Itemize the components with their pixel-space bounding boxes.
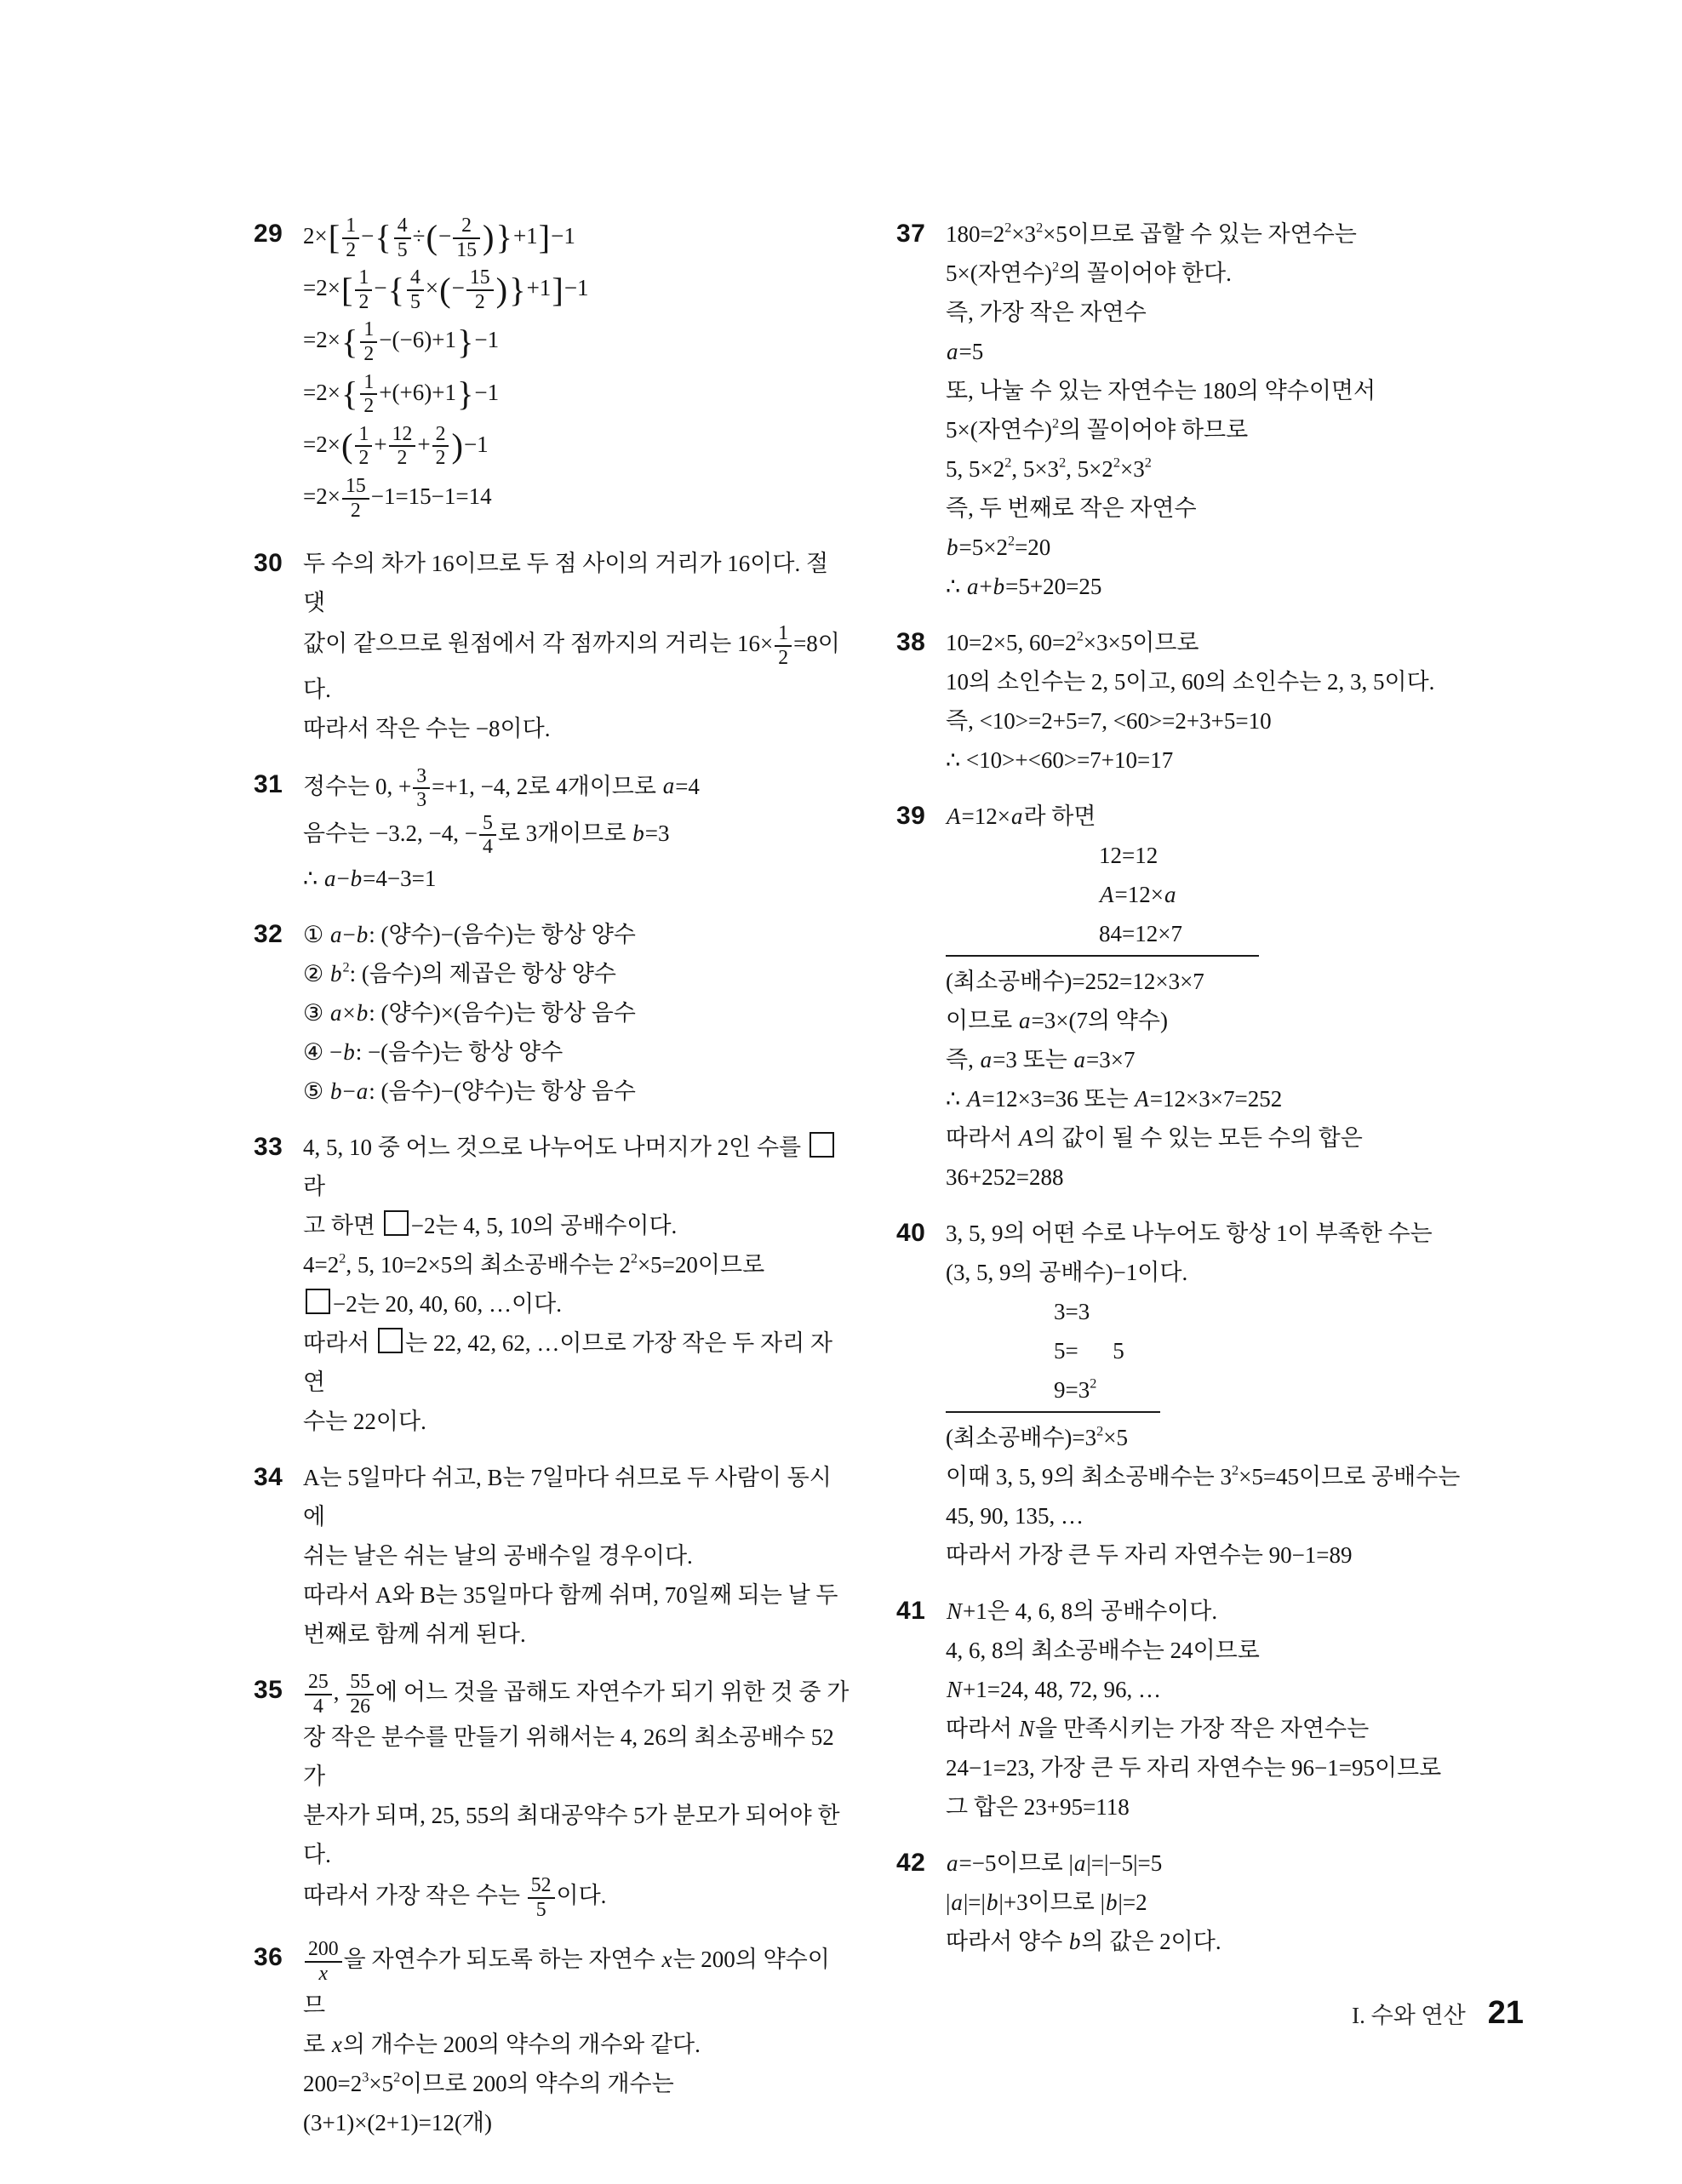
big-bracket: { — [375, 218, 392, 257]
solution-line: 따라서 가장 작은 수는 $\frac{52}{5}$ 이다. — [303, 1874, 607, 1921]
fraction: $\frac{3}{3}$ — [411, 765, 432, 812]
solution-line: ② $b^2$: (음수)의 제곱은 항상 양수 — [303, 959, 616, 986]
fraction: $\frac{1}{2}$ — [353, 423, 374, 470]
big-bracket: ( — [340, 426, 353, 466]
math-variable: a — [980, 1047, 993, 1072]
math-variable: b — [329, 1078, 342, 1104]
exponent: 2 — [339, 1250, 346, 1266]
exponent: 2 — [1096, 1423, 1104, 1439]
solution-line: 즉, <10>=2+5=7, <60>=2+3+5=10 — [946, 708, 1272, 734]
solution-line: 즉, 가장 작은 자연수 — [946, 300, 1147, 325]
problem-solution — [303, 1128, 850, 1441]
problem-solution — [303, 1671, 850, 1921]
problem-number: 36 — [254, 1943, 283, 1972]
exponent: 2 — [1113, 455, 1120, 471]
solution-line: $\frac{200}{x}$ 을 자연수가 되도록 하는 자연수 x는 200의 약수이므 — [303, 1938, 830, 2018]
problem-solution — [946, 1844, 1505, 1961]
problem-number: 42 — [896, 1849, 926, 1877]
solution-line: $4=2^2$, 5, 10=2×5의 최소공배수는 $2^2\times 5=20$이므로 — [303, 1250, 765, 1278]
math-variable: a — [323, 865, 336, 891]
problem-34 — [254, 1458, 850, 1654]
math-variable: a — [1073, 1047, 1085, 1072]
exponent: 2 — [1076, 628, 1084, 644]
solution-line: $b=5\times 2^2=20$ — [947, 533, 1051, 560]
math-variable: a — [329, 921, 342, 947]
math-variable: a — [951, 1890, 963, 1915]
fraction: $\frac{1}{2}$ — [358, 318, 379, 365]
math-variable: a — [1164, 882, 1176, 907]
math-variable: N — [947, 1677, 963, 1702]
exponent: 2 — [1004, 220, 1012, 236]
problem-solution — [946, 623, 1505, 780]
solution-line: =2×[ $\frac{1}{2}$ −{ $\frac{4}{5}$ ×(− $\frac{15}{2}$ )}+1]−1 — [303, 266, 589, 313]
solution-line: 따라서 작은 수는 −8이다. — [303, 715, 551, 741]
problem-number: 33 — [254, 1132, 283, 1161]
math-variable: A — [1100, 882, 1114, 907]
math-variable: x — [318, 1963, 329, 1986]
solution-line: 그 합은 23+95=118 — [946, 1794, 1130, 1820]
math-variable: x — [661, 1947, 672, 1973]
exponent: 2 — [1007, 533, 1015, 549]
solution-line: 이때 3, 5, 9의 최소공배수는 $3^2\times 5=45$이므로 공배수는 — [946, 1462, 1461, 1489]
math-variable: a — [329, 999, 342, 1026]
math-variable: x — [331, 2031, 342, 2057]
exponent: 2 — [1051, 415, 1060, 432]
problem-solution — [946, 214, 1505, 606]
exponent: 3 — [362, 2069, 369, 2085]
problem-solution — [946, 1214, 1505, 1575]
footer-page-number: 21 — [1487, 1995, 1524, 2031]
solution-line: a=5 — [947, 339, 984, 364]
problem-solution — [303, 544, 850, 747]
solution-line: ① a−b: (양수)−(음수)는 항상 양수 — [303, 921, 636, 947]
solution-line: =2×{ $\frac{1}{2}$ −(−6)+1}−1 — [303, 318, 500, 366]
solution-line: 4, 5, 10 중 어느 것으로 나누어도 나머지가 2인 수를 라 — [303, 1128, 850, 1206]
math-variable: A — [966, 1086, 981, 1112]
solution-line: 고 하면 −2는 4, 5, 10의 공배수이다. — [303, 1206, 850, 1245]
math-variable: a — [947, 339, 958, 364]
big-bracket: [ — [328, 218, 340, 257]
solution-line: $\frac{25}{4}$ , $\frac{55}{26}$ 에 어느 것을 곱해도 자연수가 되기 위한 것 중 가 — [303, 1671, 850, 1718]
solution-line: −2는 20, 40, 60, …이다. — [303, 1284, 850, 1324]
solution-line: N+1=24, 48, 72, 96, … — [947, 1677, 1161, 1702]
solution-line: (3, 5, 9의 공배수)−1이다. — [946, 1260, 1188, 1285]
solution-line: ④ −b: −(음수)는 항상 양수 — [303, 1038, 564, 1065]
placeholder-box-icon — [306, 1289, 330, 1314]
solution-line: ∴ a+b=5+20=25 — [946, 574, 1102, 599]
solution-line: 12=12 — [1099, 843, 1159, 868]
solution-line: a=−5이므로 |a|=|−5|=5 — [947, 1850, 1163, 1876]
solution-line: 음수는 −3.2, −4, − $\frac{5}{4}$ 로 3개이므로 b=3 — [303, 811, 670, 859]
big-bracket: ) — [451, 426, 463, 466]
problem-41 — [896, 1592, 1505, 1827]
solution-line: $9=3^2$ — [1054, 1375, 1097, 1403]
problem-number: 29 — [254, 220, 283, 248]
solution-line: |a|=|b|+3이므로 |b|=2 — [946, 1890, 1147, 1915]
fraction: $\frac{200}{x}$ — [303, 1938, 344, 1985]
solution-line: 즉, 두 번째로 작은 자연수 — [946, 495, 1197, 521]
math-variable: b — [947, 535, 958, 560]
big-bracket: } — [456, 322, 474, 361]
solution-line: 10=2×5, $60=2^2\times 3\times 5$이므로 — [946, 628, 1199, 655]
problem-36 — [254, 1938, 850, 2141]
math-variable: b — [356, 999, 369, 1026]
big-bracket: } — [456, 374, 474, 414]
problem-solution — [946, 1592, 1505, 1827]
solution-line: 3, 5, 9의 어떤 수로 나누어도 항상 1이 부족한 수는 — [946, 1221, 1433, 1246]
fraction: $\frac{1}{2}$ — [773, 622, 793, 669]
solution-line: ⑤ b−a: (음수)−(양수)는 항상 음수 — [303, 1078, 636, 1104]
big-bracket: { — [340, 322, 358, 361]
solution-line: 로 x의 개수는 200의 약수의 개수와 같다. — [303, 2031, 701, 2057]
exponent: 2 — [1051, 259, 1060, 275]
fraction: $\frac{55}{26}$ — [345, 1671, 375, 1718]
solution-line: =2×( $\frac{1}{2}$ + $\frac{12}{2}$ + $\frac{2}{2}$ )−1 — [303, 422, 489, 470]
solution-line: A는 5일마다 쉬고, B는 7일마다 쉬므로 두 사람이 동시에 — [303, 1464, 832, 1529]
solution-line: 장 작은 분수를 만들기 위해서는 4, 26의 최소공배수 52가 — [303, 1724, 834, 1790]
solution-line: N+1은 4, 6, 8의 공배수이다. — [947, 1598, 1218, 1624]
problem-number: 32 — [254, 919, 283, 948]
problem-solution — [303, 915, 850, 1111]
fraction: $\frac{4}{5}$ — [392, 214, 413, 261]
solution-line: (최소공배수)$=3^2\times 5$ — [946, 1411, 1160, 1457]
solution-line: 따라서 N을 만족시키는 가장 작은 자연수는 — [946, 1716, 1370, 1741]
solutions-column-right — [896, 214, 1505, 1978]
math-variable: b — [356, 921, 369, 947]
solution-line: 36+252=288 — [946, 1164, 1064, 1190]
problem-solution — [303, 1458, 850, 1654]
placeholder-box-icon — [810, 1132, 834, 1158]
solution-line: 값이 같으므로 원점에서 각 점까지의 거리는 16× $\frac{1}{2}$ =8이다. — [303, 622, 840, 702]
solution-line: 정수는 0, + $\frac{3}{3}$ =+1, −4, 2로 4개이므로 a=4 — [303, 764, 700, 812]
problem-33 — [254, 1128, 850, 1441]
big-bracket: ( — [439, 270, 451, 309]
math-variable: b — [343, 1038, 355, 1065]
fraction: $\frac{2}{15}$ — [451, 214, 482, 261]
fraction: $\frac{52}{5}$ — [526, 1874, 557, 1921]
solution-line: 4, 6, 8의 최소공배수는 24이므로 — [946, 1638, 1260, 1663]
fraction: $\frac{15}{2}$ — [465, 266, 495, 313]
solution-line: 이므로 a=3×(7의 약수) — [946, 1008, 1168, 1033]
big-bracket: } — [495, 218, 512, 257]
solution-line: 따라서 A와 B는 35일마다 함께 쉬며, 70일째 되는 날 두 — [303, 1581, 838, 1608]
solution-line: 10의 소인수는 2, 5이고, 60의 소인수는 2, 3, 5이다. — [946, 669, 1435, 695]
math-variable: b — [1068, 1929, 1081, 1954]
exponent: 2 — [342, 959, 350, 975]
fraction: $\frac{2}{2}$ — [431, 423, 451, 470]
math-variable: N — [1019, 1716, 1035, 1741]
problem-42 — [896, 1844, 1505, 1961]
solution-line: 번째로 함께 쉬게 된다. — [303, 1621, 526, 1647]
problem-number: 34 — [254, 1462, 283, 1491]
big-bracket: [ — [340, 270, 353, 309]
big-bracket: } — [509, 270, 526, 309]
solution-line: 분자가 되며, 25, 55의 최대공약수 5가 분모가 되어야 한다. — [303, 1803, 840, 1868]
fraction: $\frac{1}{2}$ — [340, 214, 361, 261]
solution-line: 따라서 는 22, 42, 62, …이므로 가장 작은 두 자리 자연 — [303, 1324, 850, 1402]
fraction: $\frac{15}{2}$ — [340, 475, 371, 522]
fraction: $\frac{1}{2}$ — [353, 266, 374, 313]
problem-39 — [896, 797, 1505, 1197]
math-variable: A — [1019, 1125, 1033, 1151]
solution-line: 5×(자연수)$^2$의 꼴이어야 한다. — [946, 259, 1232, 286]
solution-line: 수는 22이다. — [303, 1408, 426, 1434]
math-variable: A — [947, 803, 961, 829]
fraction: $\frac{1}{2}$ — [358, 371, 379, 418]
math-variable: b — [632, 820, 644, 846]
problem-number: 35 — [254, 1675, 283, 1704]
fraction: $\frac{5}{4}$ — [478, 812, 498, 859]
solution-line: ∴ A=12×3=36 또는 A=12×3×7=252 — [946, 1086, 1283, 1112]
math-variable: a — [966, 574, 979, 599]
solution-line: 두 수의 차가 16이므로 두 점 사이의 거리가 16이다. 절댓 — [303, 551, 829, 616]
exponent: 2 — [1059, 455, 1067, 471]
problem-solution — [303, 1938, 850, 2141]
big-bracket: { — [340, 374, 358, 414]
solution-line: 24−1=23, 가장 큰 두 자리 자연수는 96−1=95이므로 — [946, 1755, 1442, 1781]
solution-line: $180=2^2\times 3^2\times 5$이므로 곱할 수 있는 자연수는 — [946, 220, 1357, 247]
problem-solution — [303, 214, 850, 527]
math-variable: b — [350, 865, 363, 891]
solution-line: 5= 5 — [1054, 1338, 1124, 1364]
problem-number: 38 — [896, 628, 926, 656]
problem-40 — [896, 1214, 1505, 1575]
placeholder-box-icon — [378, 1328, 403, 1353]
fraction: $\frac{12}{2}$ — [387, 423, 418, 470]
solution-line: 84=12×7 — [1099, 921, 1182, 946]
solution-line: 5×(자연수)$^2$의 꼴이어야 하므로 — [946, 415, 1249, 443]
solution-line: 따라서 가장 큰 두 자리 자연수는 90−1=89 — [946, 1542, 1353, 1568]
problem-37 — [896, 214, 1505, 606]
big-bracket: ] — [538, 218, 551, 257]
fraction: $\frac{4}{5}$ — [405, 266, 426, 313]
solution-line: ∴ a−b=4−3=1 — [303, 865, 437, 891]
math-variable: a — [1010, 803, 1023, 829]
problem-solution — [946, 797, 1505, 1197]
math-variable: b — [329, 960, 342, 986]
problem-29 — [254, 214, 850, 527]
problem-number: 30 — [254, 549, 283, 578]
solution-line: A=12×a라 하면 — [947, 803, 1096, 829]
placeholder-box-icon — [384, 1210, 409, 1236]
math-variable: b — [986, 1890, 998, 1915]
exponent: 2 — [393, 2069, 401, 2085]
problem-35 — [254, 1671, 850, 1921]
problem-number: 41 — [896, 1597, 926, 1625]
solution-line: 따라서 양수 b의 값은 2이다. — [946, 1929, 1221, 1954]
solution-line: ③ a×b: (양수)×(음수)는 항상 음수 — [303, 999, 636, 1026]
problem-number: 31 — [254, 769, 283, 798]
problem-number: 39 — [896, 802, 926, 830]
solution-line: 5, $5\times 2^2$, $5\times 3^2$, $5\times 2^2\times 3^2$ — [946, 455, 1152, 482]
problem-solution — [303, 765, 850, 898]
solution-line: 따라서 A의 값이 될 수 있는 모든 수의 합은 — [946, 1125, 1363, 1151]
problem-32 — [254, 915, 850, 1111]
solution-line: 즉, a=3 또는 a=3×7 — [946, 1047, 1136, 1072]
exponent: 2 — [1232, 1462, 1239, 1478]
exponent: 2 — [1090, 1375, 1097, 1392]
solution-line: 45, 90, 135, … — [946, 1503, 1084, 1529]
solution-line: =2×{ $\frac{1}{2}$ +(+6)+1}−1 — [303, 370, 500, 418]
math-variable: a — [356, 1078, 369, 1104]
solution-line: 3=3 — [1054, 1299, 1090, 1324]
solution-line: =2× $\frac{15}{2}$ −1=15−1=14 — [303, 475, 492, 522]
solution-line: 2×[ $\frac{1}{2}$ −{ $\frac{4}{5}$ ÷(− $\frac{2}{15}$ )}+1]−1 — [303, 214, 575, 261]
solution-line: 또, 나눌 수 있는 자연수는 180의 약수이면서 — [946, 378, 1376, 403]
solution-line: $200=2^3\times 5^2$이므로 200의 약수의 개수는 — [303, 2069, 674, 2096]
big-bracket: ] — [552, 270, 564, 309]
solution-line: (3+1)×(2+1)=12(개) — [303, 2109, 492, 2135]
problem-number: 40 — [896, 1219, 926, 1247]
fraction: $\frac{25}{4}$ — [303, 1671, 334, 1718]
problem-30 — [254, 544, 850, 747]
exponent: 2 — [1144, 455, 1152, 471]
math-variable: b — [993, 574, 1005, 599]
math-variable: a — [1019, 1008, 1031, 1033]
math-variable: a — [947, 1850, 958, 1876]
exponent: 2 — [1036, 220, 1044, 236]
problem-number: 37 — [896, 220, 926, 248]
page-footer — [1352, 1995, 1524, 2032]
problem-31 — [254, 765, 850, 898]
math-variable: a — [1073, 1850, 1086, 1876]
big-bracket: ) — [482, 218, 495, 257]
solution-line: ∴ <10>+<60>=7+10=17 — [946, 747, 1174, 773]
big-bracket: ( — [426, 218, 438, 257]
big-bracket: { — [387, 270, 405, 309]
solution-line: 쉬는 날은 쉬는 날의 공배수일 경우이다. — [303, 1542, 693, 1569]
math-variable: A — [1135, 1086, 1149, 1112]
math-variable: a — [662, 773, 675, 799]
solution-line: (최소공배수)=252=12×3×7 — [946, 955, 1259, 1001]
problem-38 — [896, 623, 1505, 780]
big-bracket: ) — [495, 270, 508, 309]
exponent: 2 — [1004, 455, 1012, 471]
exponent: 2 — [630, 1250, 638, 1266]
math-variable: b — [1106, 1890, 1118, 1915]
math-variable: N — [947, 1598, 963, 1624]
solutions-column-left — [254, 214, 850, 2159]
solution-line: A=12×a — [1100, 882, 1176, 907]
footer-section-title: I. 수와 연산 — [1352, 2003, 1466, 2028]
